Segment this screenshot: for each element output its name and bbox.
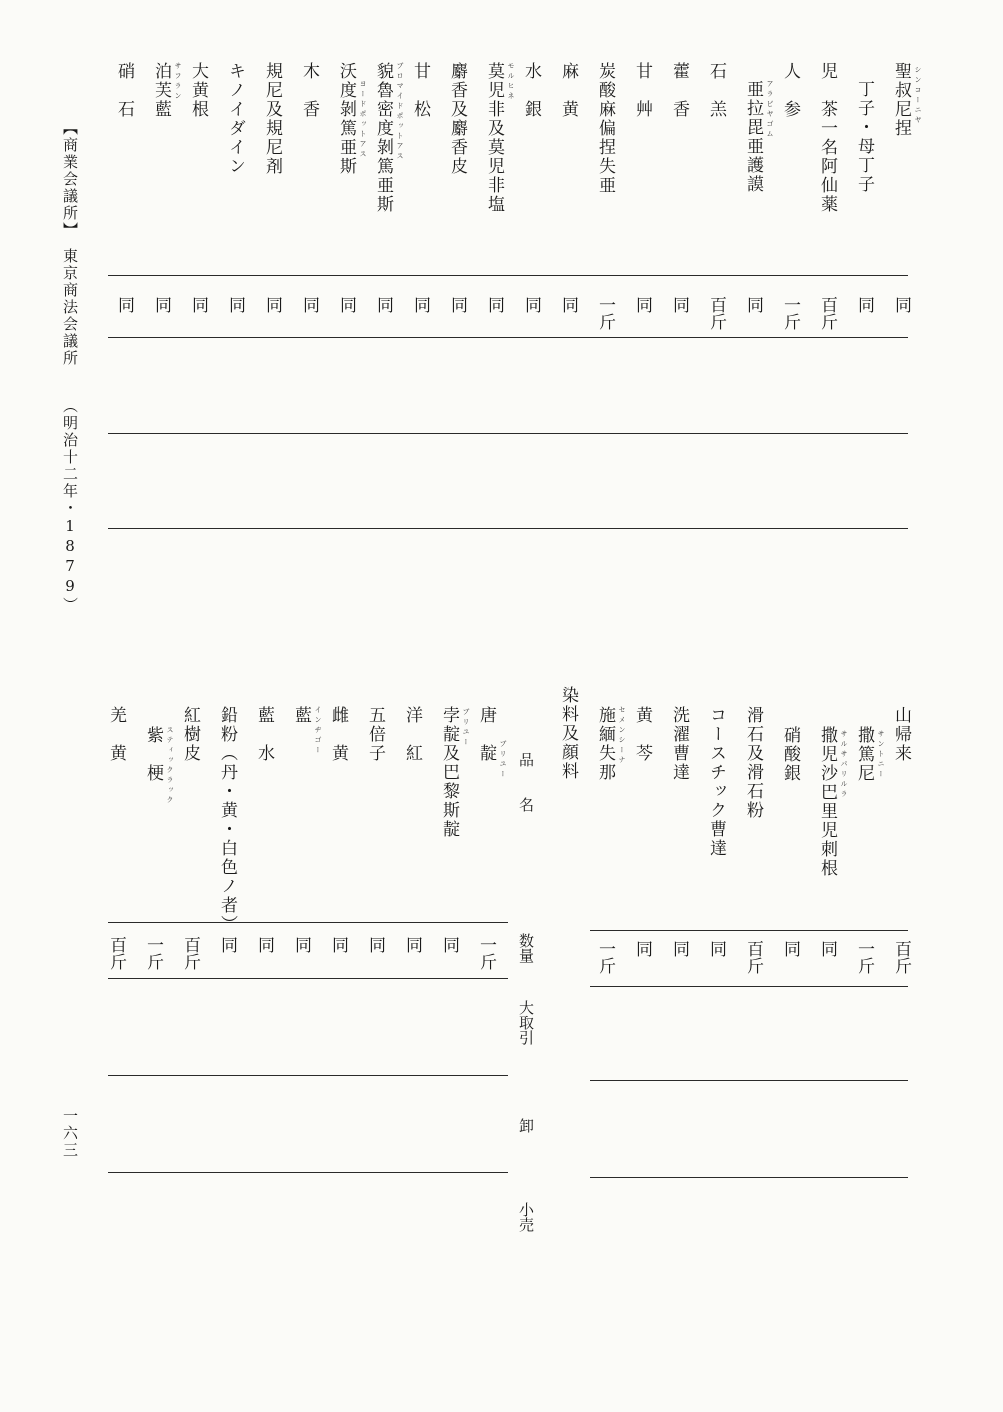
upper-rule-4 — [108, 528, 908, 529]
item-name: 洗濯曹達 — [669, 706, 689, 782]
item-name: 撒篤尼 — [854, 726, 874, 783]
item-name: 羌 黄 — [106, 706, 126, 763]
item-qty: 一斤 — [780, 296, 800, 330]
item-name: 紅樹皮 — [180, 706, 200, 763]
item-name: 莫児非及莫児非塩 — [484, 62, 504, 214]
item-name: 撒児沙巴里児刺根 — [817, 726, 837, 878]
upper-rule-3 — [108, 433, 908, 434]
item-qty: 同 — [891, 296, 911, 313]
item-name: キノイダイン — [225, 62, 245, 176]
item-qty: 同 — [706, 940, 726, 957]
item-name: 甘 松 — [410, 62, 430, 119]
item-qty: 百斤 — [180, 936, 200, 970]
item-qty: 百斤 — [743, 940, 763, 974]
item-name: 山帰来 — [891, 706, 911, 763]
upper-rule-1 — [108, 275, 908, 276]
item-name: 人 参 — [780, 62, 800, 119]
ruby-annotation: ヨードポットアス — [359, 80, 367, 160]
ruby-annotation: ブリユー — [499, 740, 507, 780]
item-qty: 百斤 — [106, 936, 126, 970]
ruby-annotation: インヂゴー — [314, 706, 322, 756]
lower-right-rule-1 — [590, 930, 908, 931]
item-name: 規尼及規尼剤 — [262, 62, 282, 176]
item-name: 麻 黄 — [558, 62, 578, 119]
lower-right-rule-2 — [590, 986, 908, 987]
item-name: 孛靛及巴黎斯靛 — [439, 706, 459, 839]
item-qty: 同 — [299, 296, 319, 313]
item-qty: 同 — [373, 296, 393, 313]
item-name: 藍 — [291, 706, 311, 725]
item-qty: 同 — [632, 296, 652, 313]
item-name: 聖叔尼捏 — [891, 62, 911, 138]
item-name: 藍 水 — [254, 706, 274, 763]
item-qty: 同 — [780, 940, 800, 957]
item-name: 石 羔 — [706, 62, 726, 119]
item-name: 貌魯密度剝篤亜斯 — [373, 62, 393, 214]
item-name: 唐 靛 — [476, 706, 496, 763]
item-qty: 百斤 — [706, 296, 726, 330]
item-qty: 同 — [254, 936, 274, 953]
item-name: 紫 梗 — [143, 726, 163, 783]
item-qty: 同 — [328, 936, 348, 953]
item-qty: 百斤 — [817, 296, 837, 330]
item-name: 丁子・母丁子 — [854, 80, 874, 194]
item-qty: 同 — [225, 296, 245, 313]
item-qty: 同 — [632, 940, 652, 957]
item-qty: 同 — [817, 940, 837, 957]
category-label: 【商業会議所】 — [61, 120, 79, 239]
item-name: 五倍子 — [365, 706, 385, 763]
ruby-annotation: ブリユー — [462, 708, 470, 748]
item-qty: 同 — [336, 296, 356, 313]
book-title: 東京商法会議所 — [61, 248, 79, 367]
ruby-annotation: サフラン — [174, 62, 182, 102]
item-name: 木 香 — [299, 62, 319, 119]
item-name: 鉛粉（丹・黄・白色ノ者） — [217, 706, 237, 934]
item-name: 黄 芩 — [632, 706, 652, 763]
item-name: 雌 黄 — [328, 706, 348, 763]
item-qty: 同 — [262, 296, 282, 313]
lower-right-rule-3 — [590, 1080, 908, 1081]
item-qty: 同 — [447, 296, 467, 313]
ruby-annotation: サントニー — [877, 730, 885, 780]
header-wholesale: 大取引 — [517, 1000, 535, 1045]
item-name: 亜拉毘亜護謨 — [743, 80, 763, 194]
item-qty: 同 — [365, 936, 385, 953]
item-name: 麝香及麝香皮 — [447, 62, 467, 176]
item-qty: 同 — [669, 296, 689, 313]
item-qty: 同 — [151, 296, 171, 313]
item-name: コースチック曹達 — [706, 706, 726, 858]
item-qty: 百斤 — [891, 940, 911, 974]
ruby-annotation: サルサパリルラ — [840, 730, 848, 800]
item-qty: 同 — [217, 936, 237, 953]
item-qty: 同 — [410, 296, 430, 313]
item-qty: 一斤 — [854, 940, 874, 974]
ruby-annotation: アラビヤゴム — [766, 80, 774, 140]
item-name: 藿 香 — [669, 62, 689, 119]
header-qty: 数量 — [517, 933, 535, 963]
item-qty: 同 — [854, 296, 874, 313]
item-name: 硝酸銀 — [780, 726, 800, 783]
item-name: 甘 艸 — [632, 62, 652, 119]
item-qty: 一斤 — [595, 940, 615, 974]
item-qty: 同 — [743, 296, 763, 313]
header-retail: 小売 — [517, 1202, 535, 1232]
item-qty: 一斤 — [476, 936, 496, 970]
item-qty: 同 — [669, 940, 689, 957]
lower-left-rule-2 — [108, 978, 508, 979]
item-qty: 同 — [439, 936, 459, 953]
lower-right-rule-4 — [590, 1177, 908, 1178]
ruby-annotation: スティックラック — [166, 726, 174, 806]
item-name: 大黄根 — [188, 62, 208, 119]
page-number: 一六三 — [61, 1108, 79, 1159]
item-qty: 同 — [484, 296, 504, 313]
ruby-annotation: シンコーニヤ — [914, 66, 922, 126]
ruby-annotation: ブロマイドポットアス — [396, 62, 404, 162]
item-name: 炭酸麻偏捏失亜 — [595, 62, 615, 195]
item-name: 硝 石 — [114, 62, 134, 119]
header-name: 品 名 — [517, 752, 535, 812]
item-qty: 同 — [188, 296, 208, 313]
item-name: 泊芙藍 — [151, 62, 171, 119]
item-qty: 一斤 — [143, 936, 163, 970]
ruby-annotation: セメンシーナ — [618, 706, 626, 766]
item-name: 児 茶一名阿仙薬 — [817, 62, 837, 214]
header-mid: 卸 — [517, 1118, 535, 1133]
lower-left-rule-3 — [108, 1075, 508, 1076]
item-qty: 同 — [558, 296, 578, 313]
item-name: 水 銀 — [521, 62, 541, 119]
item-name: 沃度剝篤亜斯 — [336, 62, 356, 176]
ruby-annotation: モルヒネ — [507, 62, 515, 102]
item-name: 洋 紅 — [402, 706, 422, 763]
upper-rule-2 — [108, 337, 908, 338]
item-qty: 同 — [291, 936, 311, 953]
item-qty: 一斤 — [595, 296, 615, 330]
item-qty: 同 — [114, 296, 134, 313]
item-name: 滑石及滑石粉 — [743, 706, 763, 820]
section-title: 染料及顔料 — [558, 686, 578, 781]
item-qty: 同 — [521, 296, 541, 313]
lower-left-rule-4 — [108, 1172, 508, 1173]
lower-left-rule-1 — [108, 922, 508, 923]
item-name: 施緬失那 — [595, 706, 615, 782]
era-label: （明治十二年・1879） — [61, 398, 79, 614]
item-qty: 同 — [402, 936, 422, 953]
